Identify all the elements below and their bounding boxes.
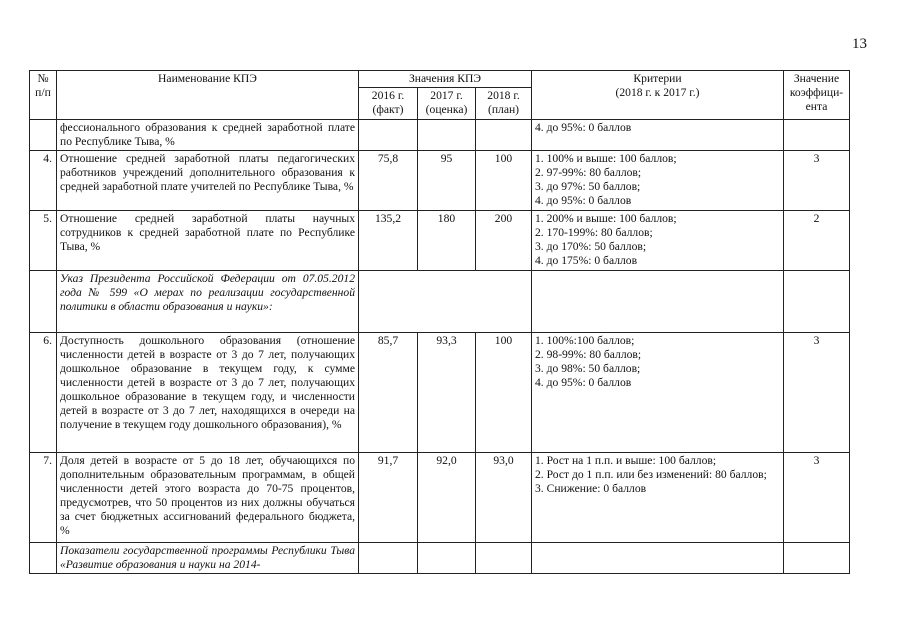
header-2018: 2018 г. (план) [476, 88, 532, 120]
table-row [30, 151, 850, 211]
value-2016 [359, 543, 418, 574]
header-2016: 2016 г. (факт) [359, 88, 418, 120]
row-name: Отношение средней заработной платы педагогических работников учреждений дополнительного образования к средней заработной плате учителей по Республике Тыва, % [57, 151, 359, 211]
value-2018 [476, 543, 532, 574]
page-number: 13 [852, 36, 867, 52]
row-name: фессионального образования к средней заработной плате по Республике Тыва, % [57, 120, 359, 151]
criteria-line: 2. 98-99%: 80 баллов; [535, 348, 642, 361]
criteria-line: 4. до 95%: 0 баллов [535, 376, 632, 389]
row-num: 7. [30, 453, 57, 543]
criteria-line: 2. 170-199%: 80 баллов; [535, 226, 653, 239]
criteria-cell [532, 453, 784, 543]
value-2017: 95 [418, 151, 476, 211]
row-num: 5. [30, 211, 57, 271]
value-2016: 135,2 [359, 211, 418, 271]
coef-value: 3 [784, 151, 850, 211]
criteria-line: 4. до 95%: 0 баллов [535, 194, 632, 207]
row-num [30, 271, 57, 333]
criteria-line: 3. до 98%: 50 баллов; [535, 362, 641, 375]
row-num [30, 543, 57, 574]
section-heading: Показатели государственной программы Республики Тыва «Развитие образования и науки на 2014- [57, 543, 359, 574]
row-name: Отношение средней заработной платы научных сотрудников к средней заработной плате по Республике Тыва, % [57, 211, 359, 271]
header-coef: Значение коэффици- ента [784, 71, 850, 120]
value-2016: 75,8 [359, 151, 418, 211]
header-name: Наименование КПЭ [57, 71, 359, 120]
value-2017 [418, 543, 476, 574]
value-2018: 100 [476, 151, 532, 211]
coef-value [784, 120, 850, 151]
criteria-cell [532, 151, 784, 211]
criteria-line: 3. Снижение: 0 баллов [535, 482, 647, 495]
row-num: 6. [30, 333, 57, 453]
table-row [30, 543, 850, 574]
coef-value: 3 [784, 333, 850, 453]
value-empty [359, 271, 532, 333]
criteria-line: 3. до 97%: 50 баллов; [535, 180, 641, 193]
value-2017: 93,3 [418, 333, 476, 453]
value-2017: 92,0 [418, 453, 476, 543]
header-values: Значения КПЭ [359, 71, 532, 88]
kpe-table [29, 70, 850, 574]
value-2017 [418, 120, 476, 151]
table-row [30, 333, 850, 453]
value-2018: 93,0 [476, 453, 532, 543]
criteria-cell [532, 543, 784, 574]
table-row [30, 453, 850, 543]
header-2017: 2017 г. (оценка) [418, 88, 476, 120]
criteria-line: 1. 200% и выше: 100 баллов; [535, 212, 677, 225]
value-2018 [476, 120, 532, 151]
row-name: Доступность дошкольного образования (отношение численности детей в возрасте от 3 до 7 лет, получающих дошкольное образование в текущем году, к сумме численности детей в возрасте от 3 до 7 лет, получающих дошкольное образование в текущем году, и численности детей в возрасте от 3 до 7 лет, находящихся в очереди на получение в текущем году дошкольного образования), % [57, 333, 359, 453]
header-num: № п/п [30, 71, 57, 120]
criteria-cell [532, 211, 784, 271]
row-num [30, 120, 57, 151]
criteria-cell [532, 333, 784, 453]
value-2016: 85,7 [359, 333, 418, 453]
row-num: 4. [30, 151, 57, 211]
criteria-line: 3. до 170%: 50 баллов; [535, 240, 647, 253]
header-criteria: Критерии (2018 г. к 2017 г.) [532, 71, 784, 120]
value-2017: 180 [418, 211, 476, 271]
criteria-line: 2. Рост до 1 п.п. или без изменений: 80 баллов; [535, 468, 767, 481]
table-row [30, 120, 850, 151]
value-2018: 100 [476, 333, 532, 453]
coef-value: 3 [784, 453, 850, 543]
section-heading: Указ Президента Российской Федерации от 07.05.2012 года № 599 «О мерах по реализации государственной политики в области образования и науки»: [57, 271, 359, 333]
coef-value [784, 271, 850, 333]
coef-value: 2 [784, 211, 850, 271]
row-name: Доля детей в возрасте от 5 до 18 лет, обучающихся по дополнительным образовательным программам, в общей численности детей этого возраста до 70-75 процентов, предусмотрев, что 50 процентов из них должны обучаться за счет бюджетных ассигнований федерального бюджета, % [57, 453, 359, 543]
criteria-line: 2. 97-99%: 80 баллов; [535, 166, 642, 179]
criteria-line: 4. до 175%: 0 баллов [535, 254, 638, 267]
table-row [30, 271, 850, 333]
table-row [30, 211, 850, 271]
criteria-line: 1. 100% и выше: 100 баллов; [535, 152, 677, 165]
criteria-cell [532, 271, 784, 333]
coef-value [784, 543, 850, 574]
value-2016: 91,7 [359, 453, 418, 543]
value-2018: 200 [476, 211, 532, 271]
criteria-line: 1. 100%:100 баллов; [535, 334, 635, 347]
criteria-line: 1. Рост на 1 п.п. и выше: 100 баллов; [535, 454, 717, 467]
criteria-line: 4. до 95%: 0 баллов [535, 121, 632, 134]
criteria-cell [532, 120, 784, 151]
value-2016 [359, 120, 418, 151]
